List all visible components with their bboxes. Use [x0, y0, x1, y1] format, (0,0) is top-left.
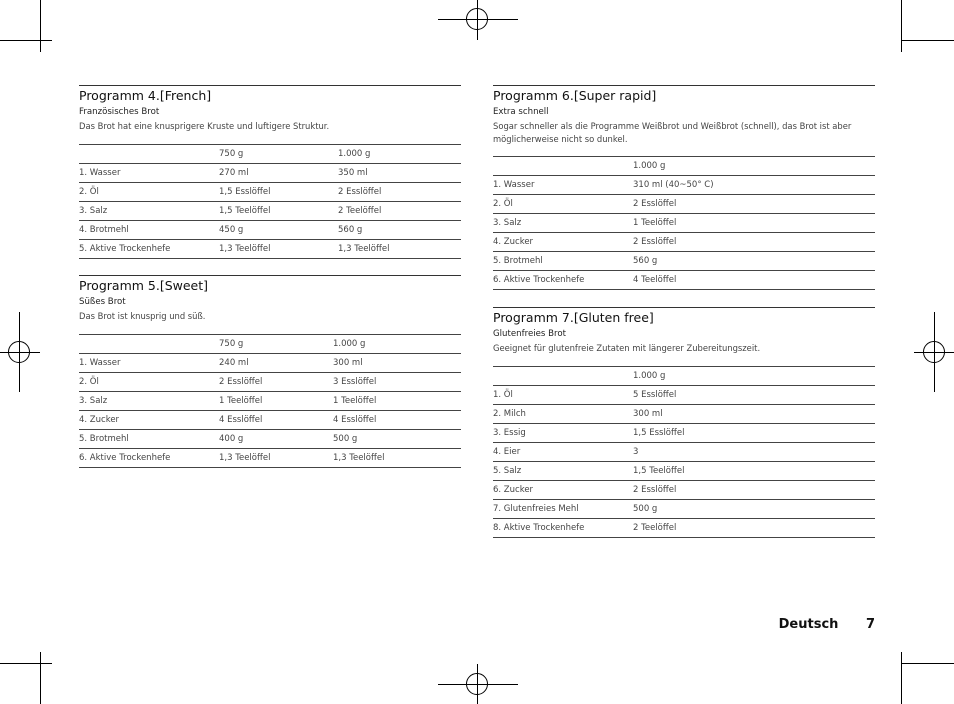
ingredients-table [79, 334, 461, 468]
table-row [79, 182, 461, 201]
table-cell: 750 g [219, 144, 338, 163]
table-row [493, 176, 875, 195]
section-title: Programm 6.[Super rapid] [493, 85, 875, 104]
table-cell: 5. Salz [493, 461, 633, 480]
program-5-section [79, 275, 461, 468]
table-cell: 1,3 Teelöffel [219, 239, 338, 258]
registration-circle [466, 673, 488, 695]
table-cell: 560 g [338, 220, 461, 239]
table-cell: 1.000 g [633, 157, 875, 176]
table-cell: 270 ml [219, 163, 338, 182]
table-row [493, 271, 875, 290]
table-cell: 3. Salz [79, 391, 219, 410]
table-cell: 1. Wasser [79, 353, 219, 372]
table-cell: 1,5 Esslöffel [219, 182, 338, 201]
registration-circle [8, 341, 30, 363]
table-cell: 1 Teelöffel [633, 214, 875, 233]
table-cell: 560 g [633, 252, 875, 271]
section-subtitle: Französisches Brot [79, 107, 160, 117]
table-cell: 6. Aktive Trockenhefe [79, 448, 219, 467]
crop-mark [902, 663, 954, 664]
program-4-section [79, 85, 461, 259]
section-description: Das Brot hat eine knusprigere Kruste und luftigere Struktur. [79, 121, 330, 131]
table-cell: 8. Aktive Trockenhefe [493, 518, 633, 537]
table-cell: 4. Eier [493, 442, 633, 461]
ingredients-table [493, 366, 875, 538]
table-row [79, 429, 461, 448]
table-row [493, 461, 875, 480]
ingredients-table [79, 144, 461, 259]
page-footer [779, 617, 875, 632]
section-subtitle: Extra schnell [493, 107, 549, 117]
section-description: Sogar schneller als die Programme Weißbrot und Weißbrot (schnell), das Brot ist aber möglicherweise nicht so dunkel. [493, 121, 852, 144]
table-row [493, 480, 875, 499]
table-cell: 2 Teelöffel [633, 518, 875, 537]
table-cell: 240 ml [219, 353, 333, 372]
table-row [493, 214, 875, 233]
crop-mark [901, 0, 902, 52]
registration-circle [466, 8, 488, 30]
table-cell: 2 Esslöffel [633, 233, 875, 252]
table-cell: 4. Zucker [493, 233, 633, 252]
table-cell: 750 g [219, 334, 333, 353]
table-cell: 1 Teelöffel [333, 391, 461, 410]
table-cell: 1.000 g [333, 334, 461, 353]
table-cell: 5. Brotmehl [79, 429, 219, 448]
table-cell: 1,3 Teelöffel [338, 239, 461, 258]
table-cell: 3. Essig [493, 423, 633, 442]
table-cell: 3. Salz [493, 214, 633, 233]
table-cell: 1.000 g [633, 366, 875, 385]
table-cell: 2 Esslöffel [633, 480, 875, 499]
table-cell: 2. Öl [79, 182, 219, 201]
table-row [493, 499, 875, 518]
table-cell: 4 Teelöffel [633, 271, 875, 290]
table-row [493, 518, 875, 537]
table-row [79, 163, 461, 182]
registration-circle [923, 341, 945, 363]
table-cell: 2. Milch [493, 404, 633, 423]
table-cell: 4 Esslöffel [219, 410, 333, 429]
table-cell: 2 Teelöffel [338, 201, 461, 220]
crop-mark [902, 40, 954, 41]
crop-mark [0, 40, 52, 41]
table-cell: 310 ml (40~50° C) [633, 176, 875, 195]
ingredients-table [493, 156, 875, 290]
table-cell [493, 366, 633, 385]
table-cell [79, 334, 219, 353]
table-cell: 1,3 Teelöffel [333, 448, 461, 467]
table-row [79, 391, 461, 410]
table-row [79, 201, 461, 220]
table-cell: 1. Wasser [79, 163, 219, 182]
table-row [493, 442, 875, 461]
table-row [493, 233, 875, 252]
table-cell: 7. Glutenfreies Mehl [493, 499, 633, 518]
footer-language: Deutsch [778, 617, 839, 632]
table-cell [493, 157, 633, 176]
crop-mark [0, 663, 52, 664]
table-cell: 3. Salz [79, 201, 219, 220]
table-row [493, 423, 875, 442]
table-cell: 1 Teelöffel [219, 391, 333, 410]
table-cell: 300 ml [633, 404, 875, 423]
table-row [493, 385, 875, 404]
section-title: Programm 5.[Sweet] [79, 275, 461, 294]
table-row [79, 448, 461, 467]
table-cell: 6. Zucker [493, 480, 633, 499]
section-description: Geeignet für glutenfreie Zutaten mit längerer Zubereitungszeit. [493, 343, 761, 353]
page-number: 7 [865, 617, 875, 632]
table-row [493, 195, 875, 214]
section-title: Programm 7.[Gluten free] [493, 307, 875, 326]
table-cell: 4. Brotmehl [79, 220, 219, 239]
table-row [79, 410, 461, 429]
table-cell: 1.000 g [338, 144, 461, 163]
table-cell: 2 Esslöffel [633, 195, 875, 214]
table-cell: 3 [633, 442, 875, 461]
table-cell: 2. Öl [493, 195, 633, 214]
table-cell: 500 g [333, 429, 461, 448]
table-cell [79, 144, 219, 163]
table-cell: 5 Esslöffel [633, 385, 875, 404]
table-row [79, 220, 461, 239]
table-cell: 4 Esslöffel [333, 410, 461, 429]
program-7-section [493, 307, 875, 538]
table-row [493, 404, 875, 423]
table-cell: 1. Öl [493, 385, 633, 404]
table-cell: 400 g [219, 429, 333, 448]
table-header-row [493, 157, 875, 176]
table-cell: 6. Aktive Trockenhefe [493, 271, 633, 290]
table-cell: 5. Brotmehl [493, 252, 633, 271]
table-cell: 2 Esslöffel [338, 182, 461, 201]
table-cell: 3 Esslöffel [333, 372, 461, 391]
table-cell: 350 ml [338, 163, 461, 182]
table-row [79, 239, 461, 258]
crop-mark [901, 652, 902, 704]
table-row [79, 372, 461, 391]
table-cell: 2 Esslöffel [219, 372, 333, 391]
crop-mark [40, 0, 41, 52]
table-cell: 500 g [633, 499, 875, 518]
section-subtitle: Süßes Brot [79, 297, 126, 307]
table-cell: 2. Öl [79, 372, 219, 391]
section-description: Das Brot ist knusprig und süß. [79, 311, 206, 321]
program-6-section [493, 85, 875, 290]
table-cell: 1,5 Teelöffel [633, 461, 875, 480]
table-header-row [493, 366, 875, 385]
crop-mark [40, 652, 41, 704]
table-cell: 1,5 Teelöffel [219, 201, 338, 220]
table-cell: 1. Wasser [493, 176, 633, 195]
table-row [79, 353, 461, 372]
table-row [493, 252, 875, 271]
table-cell: 1,5 Esslöffel [633, 423, 875, 442]
section-title: Programm 4.[French] [79, 85, 461, 104]
section-subtitle: Glutenfreies Brot [493, 329, 567, 339]
table-header-row [79, 334, 461, 353]
table-cell: 300 ml [333, 353, 461, 372]
table-cell: 4. Zucker [79, 410, 219, 429]
table-header-row [79, 144, 461, 163]
table-cell: 1,3 Teelöffel [219, 448, 333, 467]
table-cell: 450 g [219, 220, 338, 239]
table-cell: 5. Aktive Trockenhefe [79, 239, 219, 258]
